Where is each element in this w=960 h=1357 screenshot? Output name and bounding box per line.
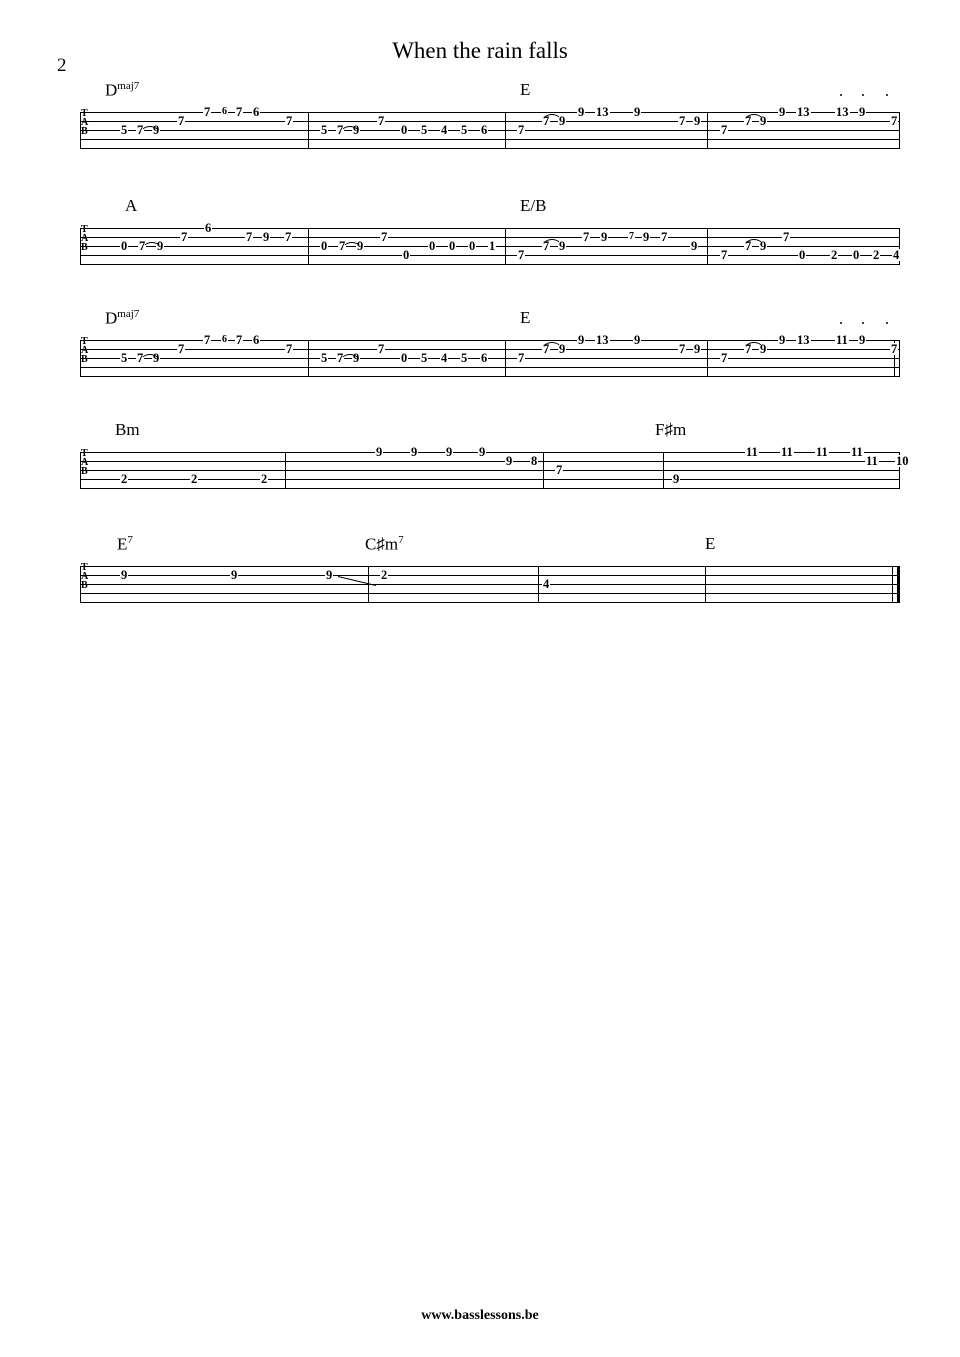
tab-note: 11 [866,454,878,468]
staff-line [80,237,900,238]
tab-note: 9 [634,333,641,347]
tab-note: 9 [760,114,767,128]
tab-note: 5 [461,351,468,365]
tab-note: 9 [578,333,585,347]
tab-note: 5 [121,351,128,365]
barline [505,112,506,149]
barline [285,452,286,489]
articulation-dot [886,322,888,324]
tab-note: 1 [489,239,496,253]
barline [707,228,708,265]
staff-line [80,479,900,480]
tab-note: 5 [421,351,428,365]
tab-note: 13 [836,105,849,119]
tab-note: 9 [263,230,270,244]
barline [505,228,506,265]
tab-note: 13 [596,105,609,119]
barline [80,112,81,149]
tab-note: 7 [543,342,550,356]
tab-note: 7 [285,230,292,244]
page-number: 2 [57,55,67,76]
barline [543,452,544,489]
tab-note: 7 [518,248,525,262]
barline [538,566,539,603]
chord-symbol: A [125,196,138,215]
tab-note: 9 [578,105,585,119]
tab-note: 0 [853,248,860,262]
barline [80,228,81,265]
tab-note: 9 [779,105,786,119]
tab-note: 7 [139,239,146,253]
tab-note: 7 [181,230,188,244]
tab-note: 7 [137,123,144,137]
page-title: When the rain falls [392,38,568,63]
staff-line [80,358,900,359]
staff-line [80,228,900,229]
tab-note: 7 [745,342,752,356]
tab-note: 9 [760,342,767,356]
tab-note: 11 [851,445,863,459]
tab-note: 6 [253,333,260,347]
barline [505,340,506,377]
staff-line [80,130,900,131]
tab-note: 7 [236,105,243,119]
articulation-dot [862,94,864,96]
staff-line [80,584,900,585]
tab-note: 9 [353,123,360,137]
tab-note: 4 [441,123,448,137]
tab-note: 9 [694,114,701,128]
tab-note: 9 [153,123,160,137]
tab-clef: T A B [81,108,89,137]
tab-note: 4 [893,248,900,262]
tab-note: 9 [446,445,453,459]
chord-symbol: E [520,80,531,99]
tab-note: 7 [204,105,211,119]
tab-note: 9 [559,342,566,356]
chord-symbol: E/B [520,196,547,215]
final-barline-thick [897,566,900,603]
tab-note: 0 [401,351,408,365]
tab-note: 7 [891,342,898,356]
tab-note: 11 [781,445,793,459]
tab-note: 9 [157,239,164,253]
tab-note: 13 [797,105,810,119]
tab-note: 9 [859,333,866,347]
tab-note: 5 [121,123,128,137]
staff-line [80,367,900,368]
tab-note: 11 [816,445,828,459]
staff-line [80,139,900,140]
staff-line [80,264,900,265]
chord-symbol: E [705,534,716,553]
tab-note: 5 [321,351,328,365]
tab-note: 2 [873,248,880,262]
tab-note: 0 [449,239,456,253]
barline [308,112,309,149]
tab-note: 2 [121,472,128,486]
tab-note: 9 [643,230,650,244]
staff-line [80,255,900,256]
tab-note: 7 [246,230,253,244]
tab-note: 9 [601,230,608,244]
tab-note: 7 [891,114,898,128]
tab-clef: T A B [81,448,89,477]
tab-note: 7 [745,239,752,253]
tab-note: 7 [556,463,563,477]
tab-note: 0 [403,248,410,262]
tab-note: 9 [153,351,160,365]
tab-clef: T A B [81,336,89,365]
tab-note: 2 [381,568,388,582]
barline [707,340,708,377]
tab-note: 9 [411,445,418,459]
tab-clef: T A B [81,562,89,591]
tab-note: 9 [376,445,383,459]
staff-line [80,452,900,453]
tab-note: 5 [461,123,468,137]
tab-note: 4 [543,577,550,591]
articulation-dot [840,94,842,96]
tab-note: 7 [783,230,790,244]
staff-line [80,349,900,350]
tab-note: 7 [378,342,385,356]
final-barline-thin [892,566,893,603]
tab-note: 7 [679,114,686,128]
tab-note: 7 [381,230,388,244]
tab-note: 9 [634,105,641,119]
tab-note: 9 [559,114,566,128]
tab-note: 7 [543,239,550,253]
chord-symbol: $D^{maj7}$ [105,308,140,328]
tab-note: 9 [673,472,680,486]
tab-staff [80,452,900,488]
tab-note: 5 [421,123,428,137]
articulation-dot [886,94,888,96]
tab-note: 7 [745,114,752,128]
tab-note: 9 [231,568,238,582]
tab-staff [80,566,900,602]
chord-symbol: E [520,308,531,327]
chord-symbol: $E^7$ [117,534,133,554]
chord-symbol: $D^{maj7}$ [105,80,140,100]
tab-note: 7 [337,351,344,365]
tab-note: 6 [481,351,488,365]
tab-note: 9 [559,239,566,253]
tab-note: 6 [205,221,212,235]
barline [80,566,81,603]
tab-note: 2 [261,472,268,486]
tab-note: 7 [721,351,728,365]
barline [663,452,664,489]
tab-note: 4 [441,351,448,365]
tab-note: 9 [694,342,701,356]
tab-note: 8 [531,454,538,468]
tab-note: 9 [760,239,767,253]
barline [707,112,708,149]
tab-note: 0 [469,239,476,253]
staff-line [80,148,900,149]
tab-note: 9 [121,568,128,582]
barline [80,452,81,489]
tab-note: 6 [481,123,488,137]
tab-note: 9 [353,351,360,365]
tab-note: 10 [896,454,909,468]
staff-line [80,121,900,122]
staff-line [80,488,900,489]
tab-note: 7 [178,342,185,356]
tab-note: 9 [779,333,786,347]
barline [308,228,309,265]
tab-note: 7 [721,248,728,262]
tab-note: 9 [506,454,513,468]
staff-line [80,470,900,471]
tab-note: 9 [357,239,364,253]
staff-line [80,602,900,603]
staff-line [80,566,900,567]
double-barline [899,340,900,377]
tab-note: 9 [859,105,866,119]
tab-note: 7 [721,123,728,137]
articulation-dot [840,322,842,324]
tab-note: 11 [746,445,758,459]
tab-note: 7 [629,231,634,242]
chord-symbol: $C♯m^7$ [365,534,404,554]
tab-note: 7 [178,114,185,128]
tab-note: 7 [583,230,590,244]
tab-note: 13 [797,333,810,347]
tab-note: 0 [121,239,128,253]
chord-symbol: Bm [115,420,140,439]
tab-note: 7 [661,230,668,244]
staff-line [80,575,900,576]
tab-note: 7 [337,123,344,137]
tab-note: 2 [831,248,838,262]
tab-note: 7 [518,123,525,137]
footer-url: www.basslessons.be [421,1308,539,1323]
tab-note: 7 [679,342,686,356]
tab-note: 13 [596,333,609,347]
tab-note: 6 [253,105,260,119]
tab-note: 7 [378,114,385,128]
barline [899,112,900,149]
tab-note: 2 [191,472,198,486]
staff-line [80,461,900,462]
barline [80,340,81,377]
staff-line [80,593,900,594]
chord-symbol: F♯m [655,420,687,439]
tab-note: 9 [326,568,333,582]
articulation-dot [862,322,864,324]
tab-note: 0 [429,239,436,253]
tab-note: 0 [321,239,328,253]
tab-note: 0 [401,123,408,137]
barline [308,340,309,377]
tab-note: 7 [339,239,346,253]
tab-note: 9 [479,445,486,459]
tab-note: 9 [691,239,698,253]
barline [705,566,706,603]
tab-note: 7 [204,333,211,347]
staff-line [80,376,900,377]
tab-note: 0 [799,248,806,262]
tab-note: 7 [236,333,243,347]
tab-note: 7 [137,351,144,365]
tab-note: 6 [222,334,227,345]
tab-note: 7 [286,114,293,128]
tab-clef: T A B [81,224,89,253]
tab-note: 6 [222,106,227,117]
tab-note: 5 [321,123,328,137]
tab-note: 7 [543,114,550,128]
tab-note: 7 [518,351,525,365]
tab-note: 11 [836,333,848,347]
tab-note: 7 [286,342,293,356]
